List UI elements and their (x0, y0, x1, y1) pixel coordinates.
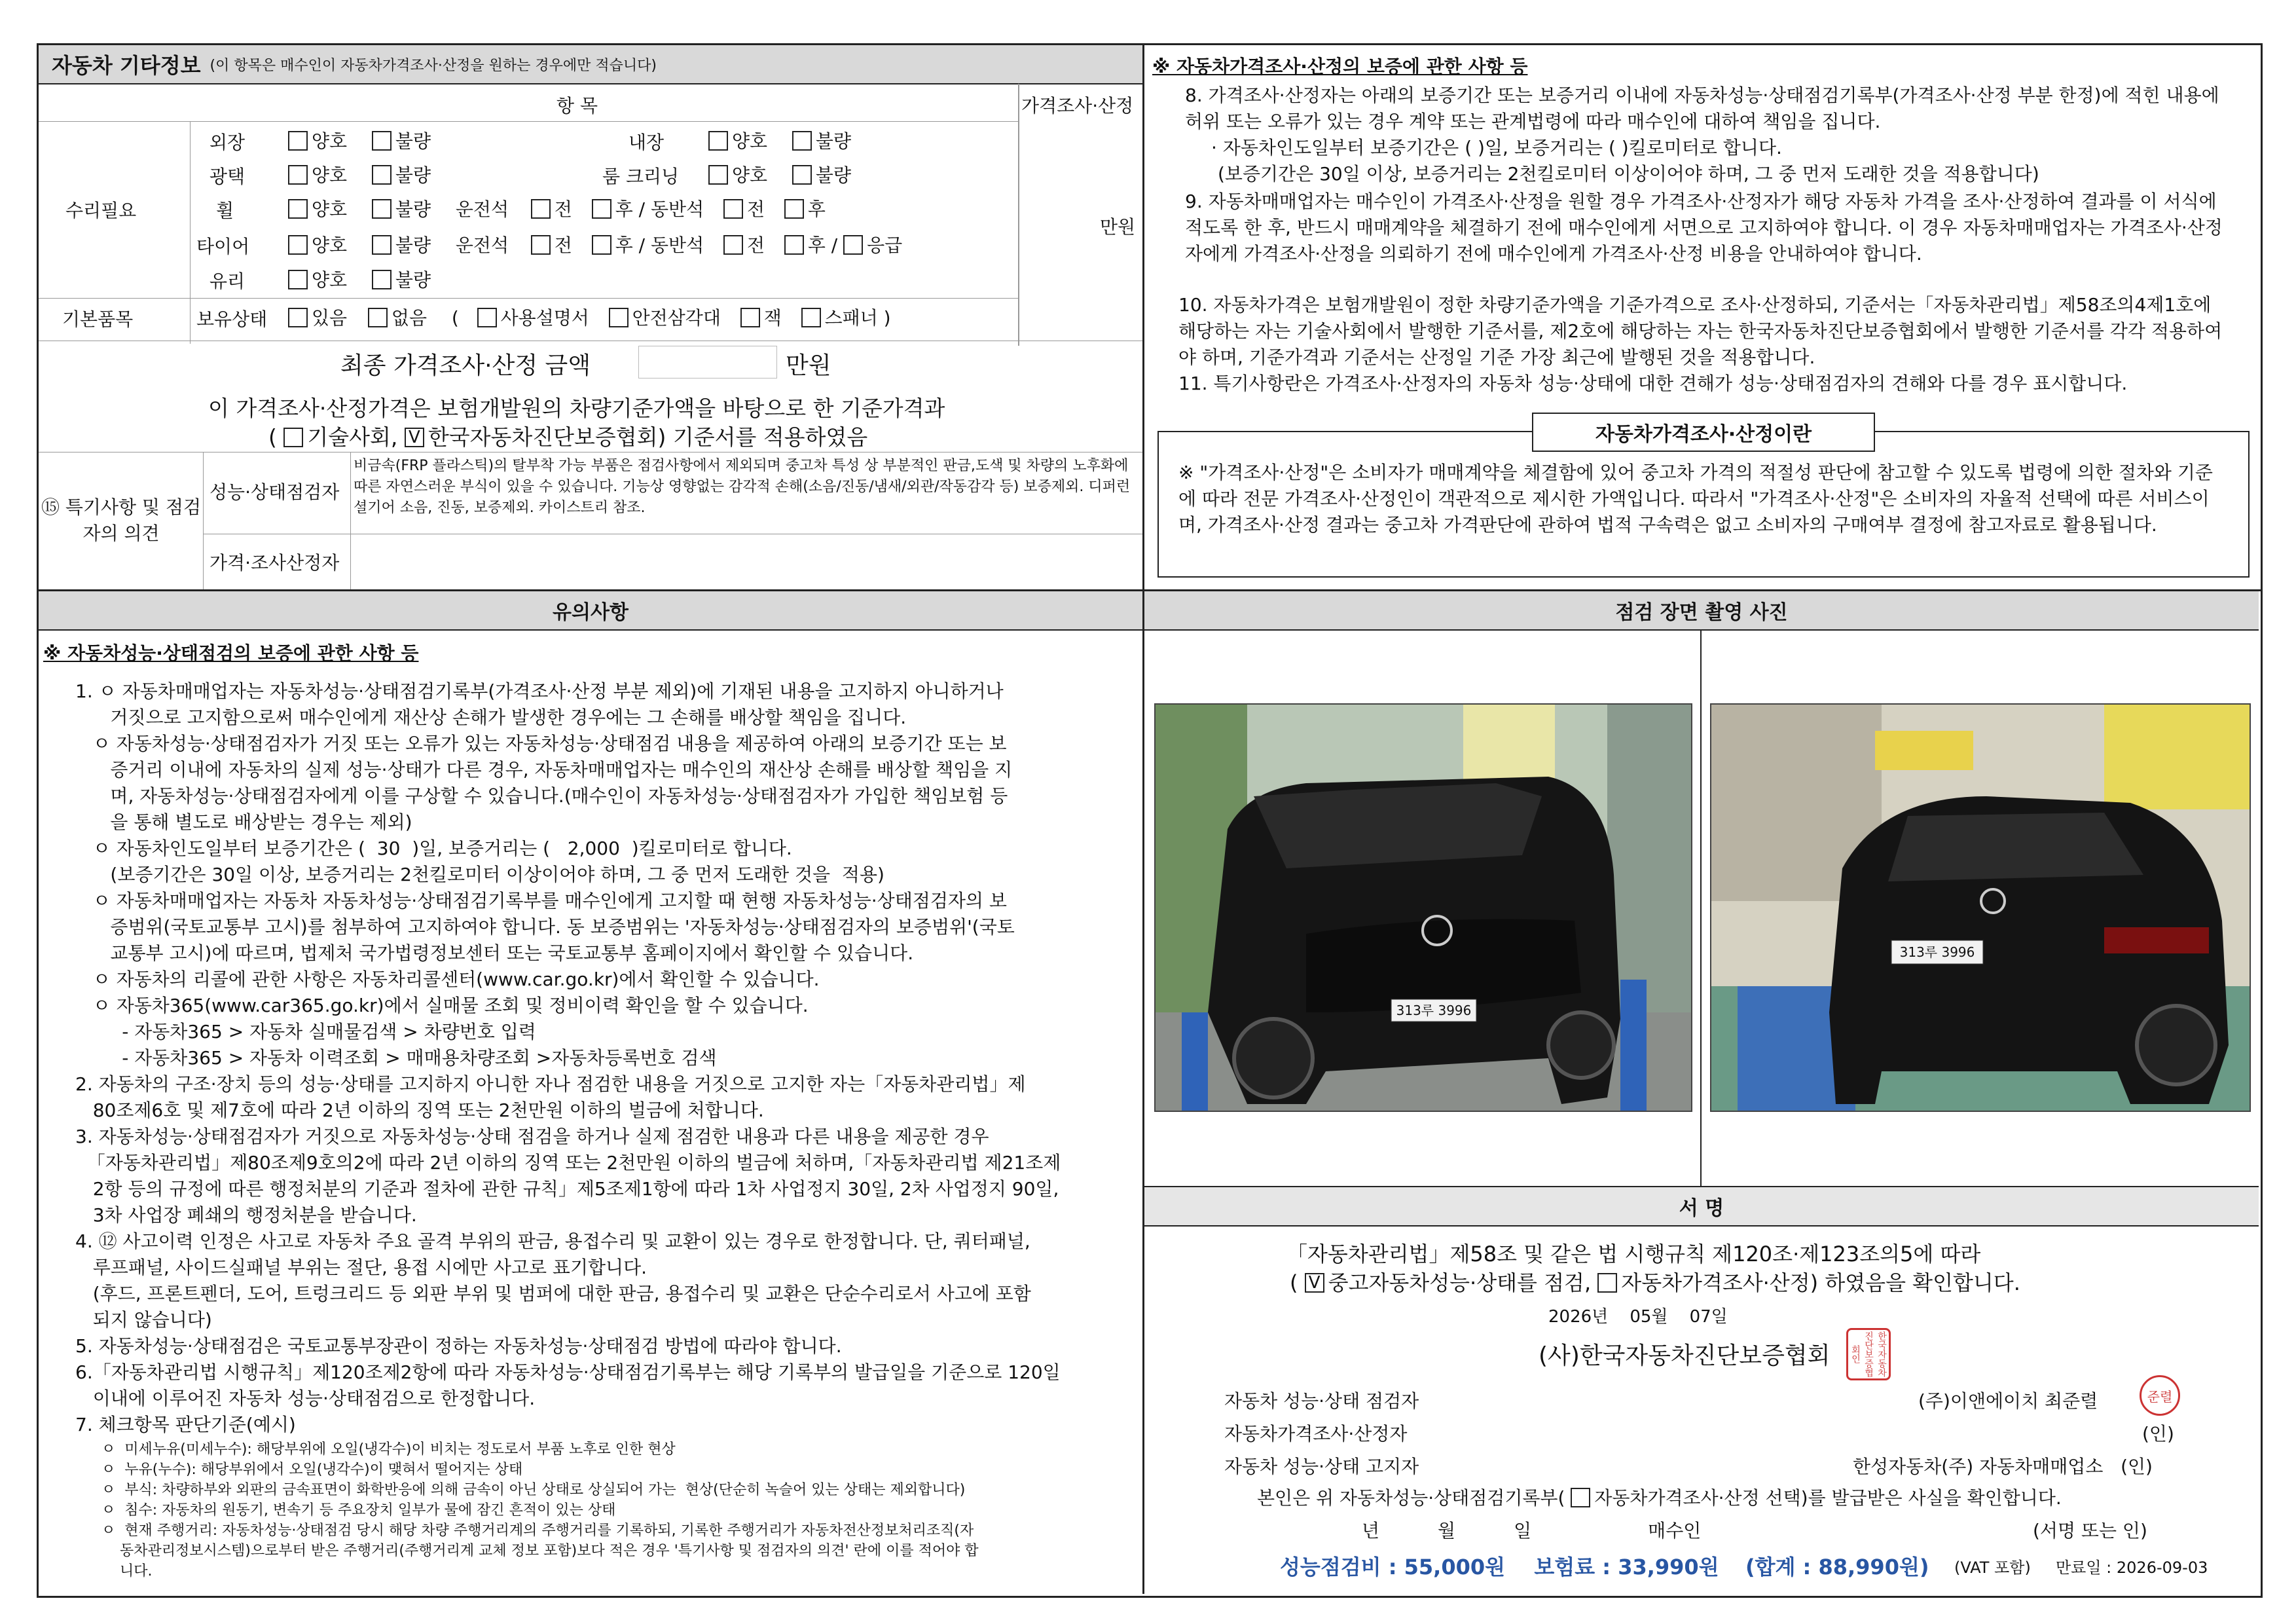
glass-label: 유리 (210, 270, 246, 292)
price-appraisal-checkbox[interactable] (1597, 1273, 1617, 1293)
wheel-options: 양호 불량 운전석 전 후 / 동반석 전 후 (288, 195, 826, 221)
price-guarantee-item-9: 9. 자동차매매업자는 매수인이 가격조사·산정을 원할 경우 가격조사·산정자가 해당 자동차 가격을 조사·산정하여 결과를 이 서식에 적도록 한 후, 반드시 매매계약을 체결하기 전에 매수인에게 서면으로 고지하여야 합니다. 이 경우 자동차매매업자는 가격조사·산정자에게 가격조사·산정을 의뢰하기 전에 매수인에게 가격조사·산정 비용을 안내하여야 합니다. (1185, 191, 2223, 265)
association-name: (사)한국자동차진단보증협회 (1539, 1342, 1831, 1369)
other-info-note: (이 항목은 매수인이 자동차가격조사·산정을 원하는 경우에만 적습니다) (210, 57, 657, 74)
notice-line: (보증기간은 30일 이상, 보증거리는 2천킬로미터 이상이어야 하며, 그 중 먼저 도래한 것을 적용) (75, 864, 884, 885)
notice-line: ㅇ 자동차성능·상태점검자가 거짓 또는 오류가 있는 자동차성능·상태점검 내용을 제공하여 아래의 보증기간 또는 보 (75, 733, 1007, 754)
notice-line: ㅇ 자동차의 리콜에 관한 사항은 자동차리콜센터(www.car.go.kr)에서 확인할 수 있습니다. (75, 969, 820, 990)
exterior-bad-checkbox[interactable] (372, 131, 392, 151)
column-divider (1142, 43, 1144, 1594)
front-plate-text: 313루 3996 (1396, 1003, 1472, 1018)
criteria-line: ㅇ 부식: 차량하부와 외판의 금속표면이 화학반응에 의해 금속이 아닌 상태로 상실되어 가는 현상(단순히 녹슬어 있는 상태는 제외합니다) (101, 1482, 966, 1498)
col-item-label: 항 목 (556, 95, 598, 117)
receipt-price-checkbox[interactable] (1571, 1488, 1590, 1507)
glass-good-checkbox[interactable] (288, 270, 308, 289)
notice-line: 며, 자동차성능·상태점검자에게 이를 구상할 수 있습니다.(매수인이 자동차성능·상태점검자가 가입한 책임보험 등 (75, 785, 1008, 807)
gloss-bad-checkbox[interactable] (372, 165, 392, 185)
spanner-checkbox[interactable] (801, 308, 821, 327)
grid-line (39, 298, 1018, 299)
notice-line: (후드, 프론트펜더, 도어, 트렁크리드 등 외판 부위 및 범퍼에 대한 판금, 용접수리 및 교환은 단순수리로서 사고에 포함 (75, 1283, 1031, 1304)
notice-line: 증거리 이내에 자동차의 실제 성능·상태가 다른 경우, 자동차매매업자는 매수인의 재산상 손해를 배상할 책임을 지 (75, 759, 1013, 781)
insurance-fee: 보험료 : 33,990원 (1534, 1555, 1719, 1579)
notice-line: 3차 사업장 폐쇄의 행정처분을 받습니다. (75, 1204, 417, 1226)
possession-none-checkbox[interactable] (368, 308, 388, 327)
photos-header (1144, 591, 2259, 631)
wheel-bad-checkbox[interactable] (372, 199, 392, 219)
appraiser-seal-mark: (인) (2142, 1423, 2174, 1445)
notifier-role: 자동차 성능·상태 고지자 (1224, 1456, 1419, 1477)
notifier-name: 한성자동차(주) 자동차매매업소 (인) (1853, 1456, 2153, 1477)
price-guarantee-item-8: 8. 가격조사·산정자는 아래의 보증기간 또는 보증거리 이내에 자동차성능·상태점검기록부(가격조사·산정 부분 한정)에 적힌 내용에 허위 또는 오류가 있는 경우 계약 또는 관계법령에 따라 매수인에 대하여 책임을 집니다. (1185, 84, 2219, 132)
notice-line: ㅇ 자동차매매업자는 자동차 자동차성능·상태점검기록부를 매수인에게 고지할 때 현행 자동차성능·상태점검자의 보 (75, 890, 1007, 912)
buyer-date-line: 년 월 일 매수인 (1362, 1520, 1702, 1541)
wheel-label: 휠 (216, 200, 234, 221)
notices-title: 유의사항 (553, 601, 629, 624)
basis-tech-checkbox[interactable] (283, 428, 303, 447)
tire-good-checkbox[interactable] (288, 235, 308, 255)
tire-options: 양호 불량 운전석 전 후 / 동반석 전 후 / 응급 (288, 231, 902, 257)
total-fee: (합계 : 88,990원) (1745, 1555, 1929, 1579)
appraiser-role: 자동차가격조사·산정자 (1224, 1423, 1408, 1445)
price-guarantee-title: ※ 자동차가격조사·산정의 보증에 관한 사항 등 (1152, 56, 1528, 77)
jack-checkbox[interactable] (740, 308, 760, 327)
exterior-options: 양호 불량 (288, 127, 431, 153)
gloss-options: 양호 불량 (288, 161, 431, 187)
gloss-good-checkbox[interactable] (288, 165, 308, 185)
final-amount-label: 최종 가격조사·산정 금액 (340, 352, 591, 379)
room-clean-good-checkbox[interactable] (708, 165, 728, 185)
notice-line: 80조제6호 및 제7호에 따라 2년 이하의 징역 또는 2천만원 이하의 벌금에 처합니다. (75, 1099, 764, 1121)
criteria-line: ㅇ 현재 주행거리: 자동차성능·상태점검 당시 해당 차량 주행거리계의 주행거리를 기록하되, 기록한 주행거리가 자동차전산정보처리조직(자 (101, 1522, 974, 1539)
notice-line: 2. 자동차의 구조·장치 등의 성능·상태를 고지하지 아니한 자나 점검한 내용을 거짓으로 고지한 자는「자동차관리법」제 (75, 1073, 1026, 1095)
signature-title: 서 명 (1679, 1197, 1724, 1220)
notice-line: 「자동차관리법」제80조제9호의2에 따라 2년 이하의 징역 또는 2천만원 이하의 벌금에 처하며,「자동차관리법 제21조제 (75, 1152, 1061, 1173)
grid-line (39, 121, 1018, 122)
tire-emergency-checkbox[interactable] (843, 235, 863, 255)
sign-confirm-line: ( V 중고자동차성능·상태를 점검, 자동차가격조사·산정) 하였음을 확인합니다. (1290, 1270, 2020, 1295)
fee-line (1280, 1551, 1929, 1581)
price-guarantee-note: (보증기간은 30일 이상, 보증거리는 2천킬로미터 이상이어야 하며, 그 중 먼저 도래한 것을 적용합니다) (1218, 163, 2039, 185)
expiry-date: 만료일 : 2026-09-03 (2056, 1559, 2208, 1577)
criteria-line: ㅇ 침수: 자동차의 원동기, 변속기 등 주요장치 일부가 물에 잠긴 흔적이 있는 상태 (101, 1502, 616, 1519)
sign-date: 2026년 05월 07일 (1548, 1307, 1728, 1327)
receipt-confirm: 본인은 위 자동차성능·상태점검기록부( 자동차가격조사·산정 선택)를 발급받은 사실을 확인합니다. (1257, 1487, 2062, 1509)
notice-line: 7. 체크항목 판단기준(예시) (75, 1414, 296, 1435)
room-clean-bad-checkbox[interactable] (792, 165, 812, 185)
inspector-role: 자동차 성능·상태 점검자 (1224, 1390, 1419, 1412)
inspector-opinion: 비금속(FRP 플라스틱)의 탈부착 가능 부품은 점검사항에서 제외되며 중고차 특성 상 부분적인 판금,도색 및 차량의 노후화에 따른 자연스러운 부식이 있을 수 있습니다. 기능상 영향없는 감각적 손해(소음/진동/냄새/외관/작동감각 등) 보증제외. 디퍼런셜기어 소음, 진동, 보증제외. 카이스트리 참조. (354, 458, 1131, 516)
gloss-label: 광택 (210, 166, 246, 187)
tire-passenger-front-checkbox[interactable] (723, 235, 743, 255)
other-info-title: 자동차 기타정보 (52, 53, 201, 78)
price-explain-title: 자동차가격조사·산정이란 (1532, 413, 1875, 452)
rear-inspection-photo (1710, 703, 2251, 1112)
front-car-image (1156, 705, 1691, 1111)
interior-options: 양호 불량 (708, 127, 851, 153)
interior-label: 내장 (629, 132, 665, 153)
grid-line (350, 452, 351, 589)
basis-line2: ( 기술사회, V 한국자동차진단보증협회) 기준서를 적용하였음 (268, 424, 868, 450)
price-guarantee-item-10: 10. 자동차가격은 보험개발원이 정한 차량기준가액을 기준가격으로 조사·산정하되, 기준서는「자동차관리법」제58조의4제1호에 해당하는 자는 기술사회에서 발행한 기준서를, 제2호에 해당하는 자는 한국자동차진단보증협회에서 발행한 기준서를 각각 적용하여야 하며, 기준가격과 기준서는 산정일 기준 가장 최근에 발행된 것을 적용합니다. (1178, 294, 2223, 368)
other-info-header (39, 45, 1142, 84)
final-amount-input[interactable] (638, 346, 777, 378)
manual-checkbox[interactable] (477, 308, 497, 327)
notice-line: 5. 자동차성능·상태점검은 국토교통부장관이 정하는 자동차성능·상태점검 방법에 따라야 합니다. (75, 1335, 842, 1357)
notices-header (39, 591, 1142, 631)
notice-line: 되지 않습니다) (75, 1309, 212, 1331)
glass-options: 양호 불량 (288, 266, 431, 292)
notice-line: 3. 자동차성능·상태점검자가 거짓으로 자동차성능·상태 점검을 하거나 실제 점검한 내용과 다른 내용을 제공한 경우 (75, 1126, 989, 1147)
notice-line: ㅇ 자동차365(www.car365.go.kr)에서 실매물 조회 및 정비이력 확인을 할 수 있습니다. (75, 995, 809, 1016)
inspector-seal: 준렬 (2140, 1375, 2180, 1416)
appraiser-label: 가격·조사산정자 (210, 552, 340, 574)
inspector-label: 성능·상태점검자 (210, 481, 340, 503)
price-explain-text: ※ "가격조사·산정"은 소비자가 매매계약을 체결함에 있어 중고차 가격의 적절성 판단에 참고할 수 있도록 법령에 의한 절차와 기준에 따라 전문 가격조사·산정인이 객관적으로 제시한 가액입니다. 따라서 "가격조사·산정"은 소비자의 자율적 선택에 따른 서비스이며, 가격조사·산정 결과는 중고차 가격판단에 관하여 법적 구속력은 없고 소비자의 구매여부 결정에 참고자료로 활용됩니다. (1178, 462, 2213, 536)
price-col-line (1018, 84, 1019, 346)
tire-label: 타이어 (196, 236, 250, 257)
notice-line: 교통부 고시)에 따르며, 법제처 국가법령정보센터 또는 국토교통부 홈페이지에서 확인할 수 있습니다. (75, 942, 914, 964)
price-guarantee-item-11: 11. 특기사항란은 가격조사·산정자의 자동차 성능·상태에 대한 견해가 성능·상태점검자의 견해와 다를 경우 표시합니다. (1178, 373, 2128, 394)
notice-line: 이내에 이루어진 자동차 성능·상태점검으로 한정합니다. (75, 1388, 536, 1409)
inspection-fee: 성능점검비 : 55,000원 (1280, 1555, 1506, 1579)
triangle-checkbox[interactable] (609, 308, 629, 327)
possession-have-checkbox[interactable] (288, 308, 308, 327)
photos-title: 점검 장면 촬영 사진 (1615, 601, 1788, 624)
possession-options: 있음 없음 ( 사용설명서 안전삼각대 잭 스패너 ) (288, 304, 891, 330)
room-clean-label: 룸 크리닝 (602, 166, 680, 187)
interior-good-checkbox[interactable] (708, 131, 728, 151)
exterior-good-checkbox[interactable] (288, 131, 308, 151)
vat-note: (VAT 포함) (1954, 1559, 2031, 1577)
notice-line: - 자동차365 > 자동차 이력조회 > 매매용차량조회 >자동차등록번호 검색 (75, 1047, 717, 1069)
notice-line: 2항 등의 규정에 따른 행정처분의 기준과 절차에 관한 규칙」제5조제1항에 따라 1차 사업정지 30일, 2차 사업정지 90일, (75, 1178, 1059, 1200)
notice-line: ㅇ 자동차인도일부터 보증기간은 ( 30 )일, 보증거리는 ( 2,000 )킬로미터로 합니다. (75, 838, 792, 859)
association-seal: 한국자동차진단보증협회인 (1846, 1328, 1891, 1380)
repair-label: 수리필요 (65, 200, 137, 221)
sign-legal-basis: 「자동차관리법」제58조 및 같은 법 시행규칙 제120조·제123조의5에 따라 (1286, 1242, 1981, 1266)
wheel-passenger-front-checkbox[interactable] (723, 199, 743, 219)
tire-driver-front-checkbox[interactable] (531, 235, 551, 255)
col-price-label: 가격조사·산정 (1021, 95, 1134, 117)
wheel-rear-passenger-checkbox[interactable] (592, 199, 611, 219)
grid-line (203, 452, 204, 589)
criteria-list (101, 1439, 1136, 1581)
notice-line: 1. ㅇ 자동차매매업자는 자동차성능·상태점검기록부(가격조사·산정 부분 제외)에 기재된 내용을 고지하지 아니하거나 (75, 680, 1004, 702)
wheel-passenger-rear-checkbox[interactable] (784, 199, 804, 219)
glass-bad-checkbox[interactable] (372, 270, 392, 289)
room-clean-options: 양호 불량 (708, 161, 851, 187)
row-exterior (210, 128, 245, 155)
possession-label: 보유상태 (196, 308, 268, 330)
manwon-label: 만원 (1100, 216, 1136, 238)
tire-passenger-rear-checkbox[interactable] (784, 235, 804, 255)
final-amount-unit: 만원 (786, 352, 831, 379)
sign-or-seal: (서명 또는 인) (2033, 1520, 2147, 1541)
notice-line: - 자동차365 > 자동차 실매물검색 > 차량번호 입력 (75, 1021, 536, 1043)
notices-list (75, 678, 1136, 1581)
basic-items-label: 기본품목 (62, 308, 134, 330)
notice-line: 증범위(국토교통부 고시)를 첨부하여 고지하여야 합니다. 동 보증범위는 '자동차성능·상태점검자의 보증범위'(국토 (75, 916, 1015, 938)
front-inspection-photo (1154, 703, 1692, 1112)
exterior-label: 외장 (210, 132, 246, 153)
photo-divider (1700, 629, 1702, 1186)
special-notes-label: ⑮ 특기사항 및 점검자의 의견 (41, 496, 202, 544)
price-guarantee-period: · 자동차인도일부터 보증기간은 ( )일, 보증거리는 ( )킬로미터로 합니다. (1211, 137, 1782, 158)
tire-rear-passenger-checkbox[interactable] (592, 235, 611, 255)
inspector-name: (주)이앤에이치 최준렬 (1918, 1390, 2098, 1412)
performance-check-checkbox[interactable]: V (1305, 1273, 1324, 1293)
notice-line: 4. ⑫ 사고이력 인정은 사고로 자동차 주요 골격 부위의 판금, 용접수리 및 교환이 있는 경우로 한정합니다. 단, 쿼터패널, (75, 1230, 1030, 1252)
tire-bad-checkbox[interactable] (372, 235, 392, 255)
criteria-line: ㅇ 미세누유(미세누수): 해당부위에 오일(냉각수)이 비치는 정도로서 부품 노후로 인한 현상 (101, 1441, 676, 1458)
notice-line: 루프패널, 사이드실패널 부위는 절단, 용접 시에만 사고로 표기합니다. (75, 1257, 647, 1278)
rear-car-image (1711, 705, 2250, 1111)
basis-kadia-checkbox[interactable]: V (405, 428, 424, 447)
interior-bad-checkbox[interactable] (792, 131, 812, 151)
grid-line (190, 121, 191, 344)
wheel-driver-front-checkbox[interactable] (531, 199, 551, 219)
rear-plate-text: 313루 3996 (1899, 944, 1975, 960)
notice-line: 거짓으로 고지함으로써 매수인에게 재산상 손해가 발생한 경우에는 그 손해를 배상할 책임을 집니다. (75, 707, 907, 728)
criteria-line: ㅇ 누유(누수): 해당부위에서 오일(냉각수)이 맺혀서 떨어지는 상태 (101, 1462, 523, 1478)
signature-header (1144, 1187, 2259, 1227)
wheel-good-checkbox[interactable] (288, 199, 308, 219)
notice-line: 을 통해 별도로 배상받는 경우는 제외) (75, 811, 412, 833)
notice-line: 6.「자동차관리법 시행규칙」제120조제2항에 따라 자동차성능·상태점검기록부는 해당 기록부의 발급일을 기준으로 120일 (75, 1361, 1061, 1383)
criteria-line: 동차관리정보시스템)으로부터 받은 주행거리(주행거리계 교체 정보 포함)보다 적은 경우 '특기사항 및 점검자의 의견' 란에 이를 적어야 합 (101, 1543, 979, 1559)
criteria-line: 니다. (101, 1563, 153, 1579)
basis-line1: 이 가격조사·산정가격은 보험개발원의 차량기준가액을 바탕으로 한 기준가격과 (208, 396, 945, 421)
notices-subtitle: ※ 자동차성능·상태점검의 보증에 관한 사항 등 (43, 642, 419, 664)
